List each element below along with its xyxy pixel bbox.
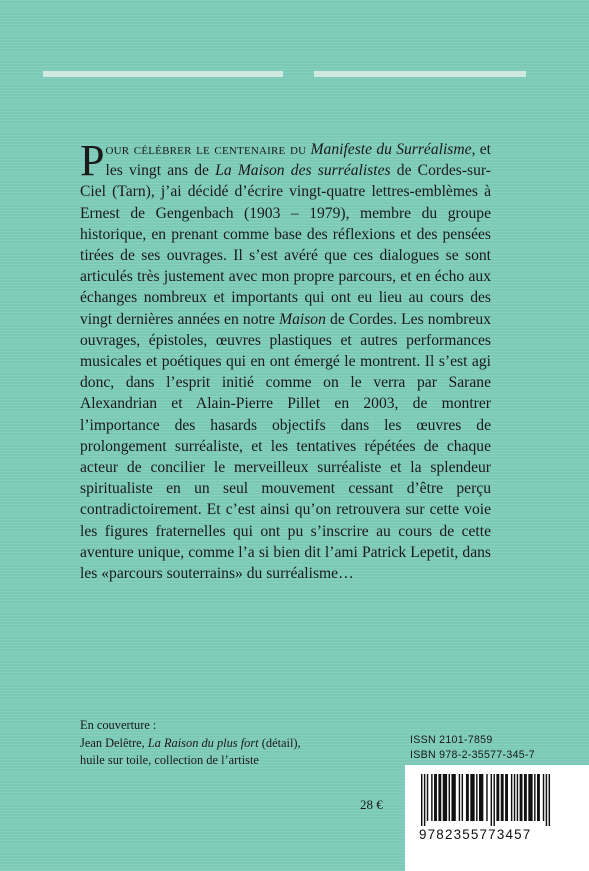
- credit-medium: huile sur toile, collection de l’artiste: [80, 753, 259, 767]
- barcode-bar: [438, 774, 441, 821]
- barcode-bar: [466, 774, 469, 821]
- barcode-bar: [462, 774, 463, 821]
- barcode-bar: [443, 774, 447, 821]
- barcode-bar: [517, 774, 518, 821]
- barcode-digits: 9782355773457: [419, 827, 532, 842]
- barcode-bar: [496, 774, 499, 821]
- barcode-bar: [486, 774, 487, 821]
- credit-artist: Jean Delêtre,: [80, 735, 145, 750]
- barcode-bar: [543, 774, 544, 821]
- credit-artwork-title: La Raison du plus fort: [147, 735, 259, 750]
- cover-credit: [80, 717, 380, 770]
- barcode-bar: [491, 774, 492, 826]
- barcode-bar: [494, 774, 495, 826]
- blurb-text-1: , et les vingt ans de: [105, 141, 492, 180]
- barcode-bar: [476, 774, 477, 821]
- credit-heading: En couverture :: [80, 718, 157, 732]
- decorative-rule-left: [43, 71, 283, 77]
- barcode-bar: [546, 774, 547, 826]
- blurb-italic-maison-title: La Maison des surréalistes: [215, 162, 391, 180]
- barcode-bar: [451, 774, 455, 821]
- barcode-bar: [549, 774, 550, 826]
- barcode-bar: [511, 774, 512, 821]
- barcode-bar: [459, 774, 460, 821]
- back-cover-blurb: [80, 136, 492, 584]
- barcode-bar: [514, 774, 515, 821]
- isbn-number: ISBN 978-2-35577-345-7: [410, 749, 535, 761]
- barcode-bar: [427, 774, 428, 821]
- blurb-italic-manifeste: Manifeste du Surréalisme: [310, 141, 472, 158]
- barcode-bar: [534, 774, 535, 821]
- credit-detail: (détail),: [261, 735, 301, 750]
- barcode: [405, 765, 589, 871]
- drop-cap: P: [80, 136, 105, 185]
- barcode-bar: [524, 774, 527, 821]
- blurb-opening-smallcaps: our célébrer le centenaire du: [105, 141, 307, 158]
- barcode-bar: [479, 774, 483, 821]
- credit-artwork-line: [80, 735, 380, 753]
- barcode-bar: [537, 774, 540, 821]
- barcode-bar: [470, 774, 474, 821]
- blurb-text-3: de Cordes. Les nombreux ouvrages, épistoles, œuvres plastiques et autres performances musicales et poétiques qui en ont émergé le montrent. Il s’est agi donc, dans l’esprit initié comme on le verra par Sarane Alexandrian et Alain-Pierre Pillet en 2003, de montrer l’importance des hasards objectifs dans les œuvres de prolongement surréaliste, et les tentatives répétées de chaque acteur de concilier le merveilleux surréaliste et la splendeur spiritualiste en un seul mouvement cessant d’être perçu contradictoirement. Et c’est ainsi qu’on retrouvera sur cette voie les figures fraternelles qui ont pu s’inscrire au cours de cette aventure unique, comme l’a si bien dit l’ami Patrick Lepetit, dans les «parcours souterrains» du surréalisme…: [80, 310, 492, 583]
- blurb-text-2: de Cordes-sur-Ciel (Tarn), j’ai décidé d’écrire vingt-quatre lettres-emblèmes à Ernest de Gengenbach (1903 – 1979), membre du groupe historique, en prenant comme base des réflexions et des pensées tirées de ses ouvrages. Il s’est avéré que ces dialogues se sont articulés très justement avec mon propre parcours, et en écho aux échanges nombreux et importants qui ont eu lieu au cours des vingt dernières années en notre: [80, 162, 491, 328]
- barcode-bar: [528, 774, 532, 821]
- barcode-bar: [449, 774, 450, 821]
- barcode-bar: [505, 774, 508, 821]
- decorative-rule-right: [314, 71, 526, 77]
- barcode-bar: [434, 774, 437, 821]
- barcode-bars: [421, 774, 581, 826]
- blurb-italic-maison: Maison: [279, 310, 326, 328]
- price-label: 28 €: [360, 797, 383, 812]
- barcode-bar: [421, 774, 422, 826]
- barcode-bar: [431, 774, 432, 821]
- barcode-bar: [501, 774, 504, 821]
- barcode-bar: [424, 774, 425, 826]
- barcode-bar: [520, 774, 523, 821]
- identifiers: [410, 733, 535, 763]
- issn-number: ISSN 2101-7859: [410, 734, 493, 746]
